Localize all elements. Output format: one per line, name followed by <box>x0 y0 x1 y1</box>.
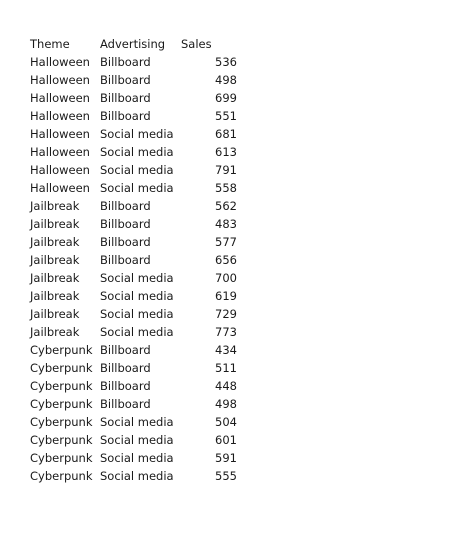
header-theme[interactable]: Theme <box>30 37 70 51</box>
table-row <box>30 341 237 359</box>
cell-theme[interactable]: Halloween <box>30 127 90 141</box>
cell-advertising[interactable]: Social media <box>100 289 174 303</box>
cell-theme[interactable]: Jailbreak <box>30 307 80 321</box>
cell-theme[interactable]: Halloween <box>30 73 90 87</box>
cell-theme[interactable]: Jailbreak <box>30 325 80 339</box>
header-row <box>30 35 237 53</box>
cell-theme[interactable]: Jailbreak <box>30 199 80 213</box>
table-row <box>30 449 237 467</box>
cell-advertising[interactable]: Billboard <box>100 55 151 69</box>
cell-advertising[interactable]: Billboard <box>100 343 151 357</box>
table-row <box>30 395 237 413</box>
table-row <box>30 251 237 269</box>
cell-theme[interactable]: Cyberpunk <box>30 397 93 411</box>
cell-advertising[interactable]: Social media <box>100 181 174 195</box>
cell-sales[interactable]: 773 <box>215 325 237 339</box>
cell-theme[interactable]: Halloween <box>30 145 90 159</box>
table-row <box>30 143 237 161</box>
cell-sales[interactable]: 591 <box>215 451 237 465</box>
cell-sales[interactable]: 483 <box>215 217 237 231</box>
table-row <box>30 89 237 107</box>
table-row <box>30 179 237 197</box>
cell-theme[interactable]: Cyberpunk <box>30 415 93 429</box>
cell-sales[interactable]: 555 <box>215 469 237 483</box>
spreadsheet-sheet <box>30 35 237 485</box>
table-row <box>30 305 237 323</box>
cell-sales[interactable]: 699 <box>215 91 237 105</box>
table-row <box>30 107 237 125</box>
cell-advertising[interactable]: Billboard <box>100 217 151 231</box>
cell-advertising[interactable]: Social media <box>100 451 174 465</box>
table-row <box>30 197 237 215</box>
cell-theme[interactable]: Jailbreak <box>30 253 80 267</box>
cell-sales[interactable]: 498 <box>215 73 237 87</box>
cell-sales[interactable]: 558 <box>215 181 237 195</box>
cell-advertising[interactable]: Social media <box>100 163 174 177</box>
cell-advertising[interactable]: Social media <box>100 271 174 285</box>
table-row <box>30 161 237 179</box>
header-advertising[interactable]: Advertising <box>100 37 166 51</box>
cell-theme[interactable]: Cyberpunk <box>30 451 93 465</box>
cell-advertising[interactable]: Social media <box>100 433 174 447</box>
table-row <box>30 71 237 89</box>
cell-theme[interactable]: Halloween <box>30 55 90 69</box>
cell-advertising[interactable]: Social media <box>100 127 174 141</box>
cell-sales[interactable]: 613 <box>215 145 237 159</box>
cell-sales[interactable]: 504 <box>215 415 237 429</box>
cell-advertising[interactable]: Billboard <box>100 109 151 123</box>
sales-table <box>30 35 237 485</box>
cell-theme[interactable]: Cyberpunk <box>30 469 93 483</box>
table-row <box>30 215 237 233</box>
cell-theme[interactable]: Cyberpunk <box>30 379 93 393</box>
cell-advertising[interactable]: Billboard <box>100 199 151 213</box>
table-row <box>30 53 237 71</box>
cell-theme[interactable]: Jailbreak <box>30 289 80 303</box>
cell-sales[interactable]: 700 <box>215 271 237 285</box>
cell-sales[interactable]: 434 <box>215 343 237 357</box>
cell-theme[interactable]: Jailbreak <box>30 271 80 285</box>
table-row <box>30 269 237 287</box>
cell-advertising[interactable]: Billboard <box>100 253 151 267</box>
cell-sales[interactable]: 551 <box>215 109 237 123</box>
cell-sales[interactable]: 511 <box>215 361 237 375</box>
cell-sales[interactable]: 448 <box>215 379 237 393</box>
cell-theme[interactable]: Halloween <box>30 91 90 105</box>
cell-sales[interactable]: 681 <box>215 127 237 141</box>
cell-theme[interactable]: Halloween <box>30 181 90 195</box>
cell-theme[interactable]: Jailbreak <box>30 217 80 231</box>
cell-theme[interactable]: Halloween <box>30 109 90 123</box>
cell-theme[interactable]: Halloween <box>30 163 90 177</box>
cell-theme[interactable]: Jailbreak <box>30 235 80 249</box>
table-row <box>30 287 237 305</box>
table-row <box>30 359 237 377</box>
cell-sales[interactable]: 601 <box>215 433 237 447</box>
cell-advertising[interactable]: Social media <box>100 415 174 429</box>
cell-sales[interactable]: 562 <box>215 199 237 213</box>
table-row <box>30 467 237 485</box>
table-row <box>30 125 237 143</box>
cell-advertising[interactable]: Billboard <box>100 397 151 411</box>
cell-sales[interactable]: 656 <box>215 253 237 267</box>
table-row <box>30 323 237 341</box>
cell-advertising[interactable]: Social media <box>100 469 174 483</box>
cell-theme[interactable]: Cyberpunk <box>30 433 93 447</box>
table-row <box>30 377 237 395</box>
cell-advertising[interactable]: Billboard <box>100 91 151 105</box>
header-sales[interactable]: Sales <box>181 37 212 51</box>
table-row <box>30 413 237 431</box>
table-body <box>30 53 237 485</box>
cell-advertising[interactable]: Billboard <box>100 361 151 375</box>
cell-theme[interactable]: Cyberpunk <box>30 343 93 357</box>
cell-sales[interactable]: 729 <box>215 307 237 321</box>
cell-advertising[interactable]: Billboard <box>100 73 151 87</box>
cell-advertising[interactable]: Social media <box>100 145 174 159</box>
cell-advertising[interactable]: Social media <box>100 307 174 321</box>
cell-sales[interactable]: 791 <box>215 163 237 177</box>
cell-sales[interactable]: 577 <box>215 235 237 249</box>
table-row <box>30 233 237 251</box>
cell-sales[interactable]: 619 <box>215 289 237 303</box>
cell-advertising[interactable]: Billboard <box>100 235 151 249</box>
cell-advertising[interactable]: Billboard <box>100 379 151 393</box>
cell-theme[interactable]: Cyberpunk <box>30 361 93 375</box>
cell-sales[interactable]: 536 <box>215 55 237 69</box>
cell-sales[interactable]: 498 <box>215 397 237 411</box>
cell-advertising[interactable]: Social media <box>100 325 174 339</box>
table-row <box>30 431 237 449</box>
